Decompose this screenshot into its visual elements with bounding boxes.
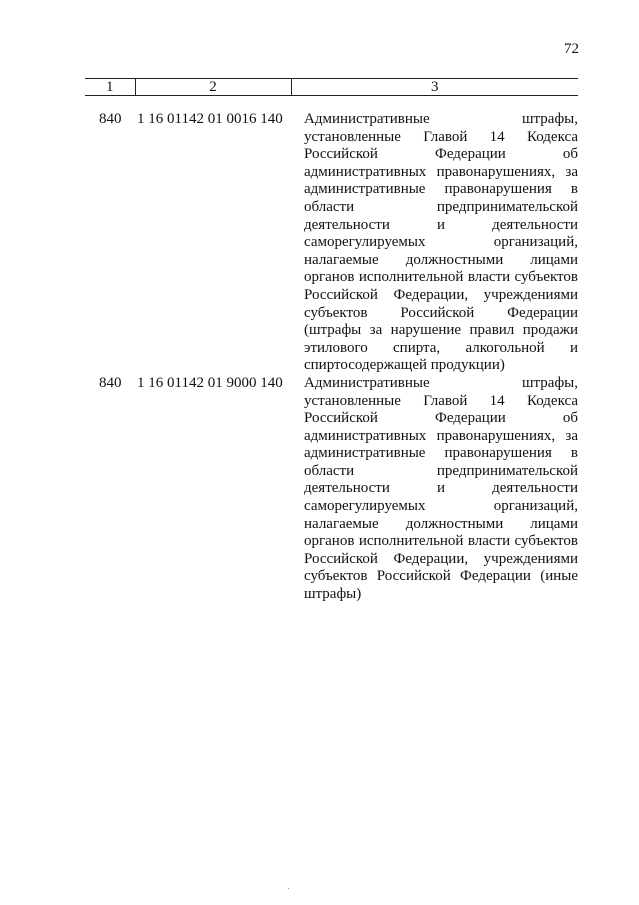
row-admin-code: 840 xyxy=(99,374,122,391)
description-line: налагаемые должностными лицами xyxy=(304,251,578,268)
description-line: Административные штрафы, xyxy=(304,374,578,391)
description-line: саморегулируемых организаций, xyxy=(304,234,578,251)
description-line: деятельности и деятельности xyxy=(304,216,578,233)
description-line: Административные штрафы, xyxy=(304,111,578,127)
page-number: 72 xyxy=(564,41,579,57)
header-col-1: 1 xyxy=(85,79,135,96)
description-line: установленные Главой 14 Кодекса xyxy=(304,128,578,145)
row-description xyxy=(291,375,578,604)
table-row xyxy=(85,375,578,604)
description-line: установленные Главой 14 Кодекса xyxy=(304,392,578,409)
description-line: Российской Федерации, учреждениями xyxy=(304,550,578,567)
table-header-row xyxy=(85,79,578,96)
description-line: административные правонарушения в xyxy=(304,445,578,462)
description-line: административных правонарушениях, за xyxy=(304,163,578,180)
description-line: Российской Федерации об xyxy=(304,146,578,163)
row-admin-code: 840 xyxy=(99,111,122,127)
scan-speck xyxy=(288,888,289,889)
description-line: штрафы) xyxy=(304,586,362,603)
description-line: административных правонарушениях, за xyxy=(304,427,578,444)
description-line: Российской Федерации об xyxy=(304,410,578,427)
income-codes-table xyxy=(85,78,578,604)
row-budget-code: 1 16 01142 01 9000 140 xyxy=(137,374,283,391)
description-line: спиртосодержащей продукции) xyxy=(304,357,505,374)
description-line: органов исполнительной власти субъектов xyxy=(304,269,578,286)
description-line: этилового спирта, алкогольной и xyxy=(304,339,578,356)
description-line: субъектов Российской Федерации (иные xyxy=(304,568,578,585)
table-body xyxy=(85,96,578,604)
description-line: Российской Федерации, учреждениями xyxy=(304,286,578,303)
description-line: саморегулируемых организаций, xyxy=(304,498,578,515)
table-row xyxy=(85,96,578,375)
description-line: административные правонарушения в xyxy=(304,181,578,198)
description-line: области предпринимательской xyxy=(304,198,578,215)
description-line: области предпринимательской xyxy=(304,462,578,479)
row-description xyxy=(291,96,578,375)
description-line: субъектов Российской Федерации xyxy=(304,304,578,321)
table-header xyxy=(85,79,578,96)
description-line: (штрафы за нарушение правил продажи xyxy=(304,322,578,339)
header-col-3: 3 xyxy=(291,79,578,96)
description-line: деятельности и деятельности xyxy=(304,480,578,497)
description-line: органов исполнительной власти субъектов xyxy=(304,533,578,550)
description-line: налагаемые должностными лицами xyxy=(304,515,578,532)
header-col-2: 2 xyxy=(135,79,291,96)
row-budget-code: 1 16 01142 01 0016 140 xyxy=(137,111,283,127)
